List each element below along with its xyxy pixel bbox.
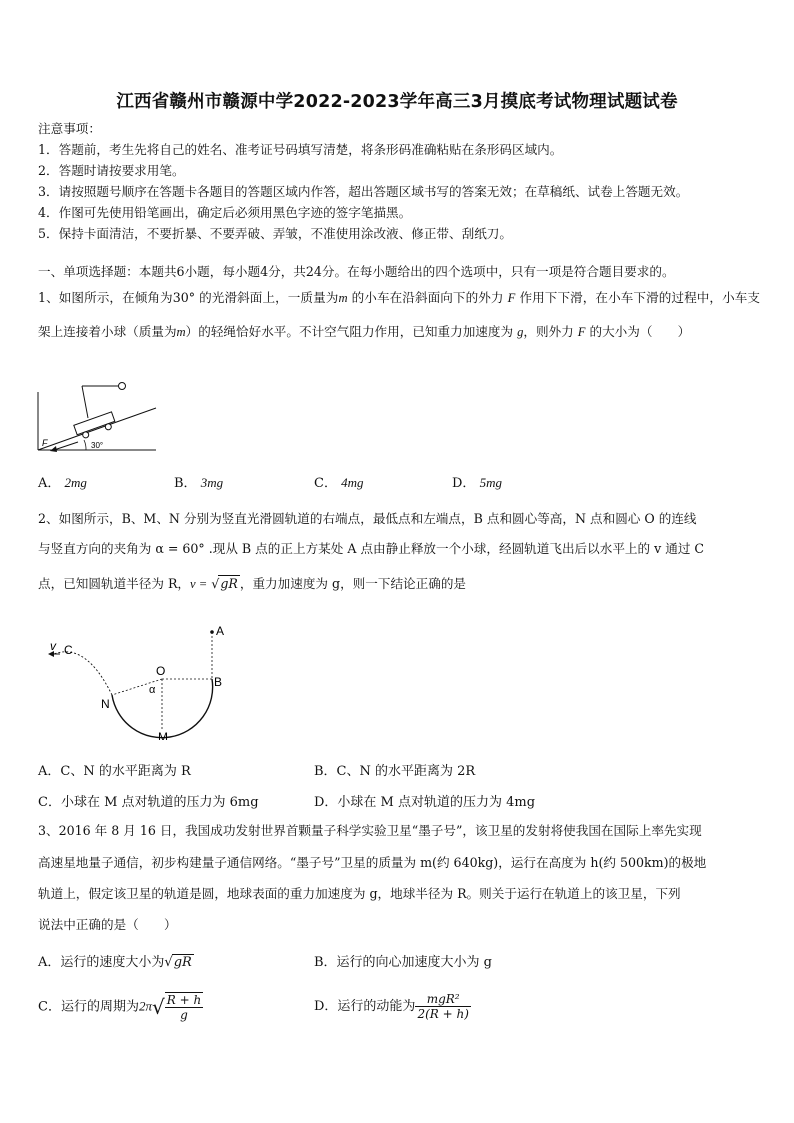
point-n-label: N — [101, 697, 110, 711]
question-3-line: 说法中正确的是（ ） — [38, 917, 177, 932]
option-b: B．运行的向心加速度大小为 g — [314, 955, 493, 970]
option-d: D．小球在 M 点对轨道的压力为 4mg — [314, 795, 536, 810]
notice-item: 3．请按照题号顺序在答题卡各题目的答题区域内作答，超出答题区域书写的答案无效；在草稿纸、试卷上答题无效。 — [38, 184, 689, 199]
incline-cart-figure — [36, 378, 164, 452]
angle-label: 30° — [91, 441, 104, 450]
section-heading: 一、单项选择题：本题共6小题，每小题4分，共24分。在每小题给出的四个选项中，只有一项是符合题目要求的。 — [38, 264, 675, 279]
option-b: B．C、N 的水平距离为 2R — [314, 764, 476, 779]
option-b: B． 3mg — [174, 475, 224, 491]
question-2-line: 与竖直方向的夹角为 α = 60° .现从 B 点的正上方某处 A 点由静止释放一个小球，经圆轨道飞出后以水平上的 v 通过 C — [38, 541, 705, 556]
option-a: A． 2mg — [38, 475, 87, 491]
option-d: D．运行的动能为 $\frac{\text{mgR²}}{2(R + h)}$ — [314, 992, 469, 1021]
question-3-line: 轨道上，假定该卫星的轨道是圆，地球表面的重力加速度为 g，地球半径为 R。则关于运行在轨道上的该卫星，下列 — [38, 886, 681, 901]
notice-heading: 注意事项： — [38, 121, 101, 136]
question-2-line: 2、如图所示，B、M、N 分别为竖直光滑圆轨道的右端点，最低点和左端点，B 点和圆心等高，N 点和圆心 O 的连线 — [38, 511, 697, 526]
question-2-line: 点，已知圆轨道半径为 R，v = √gR ，重力加速度为 g，则一下结论正确的是 — [38, 576, 467, 591]
option-a: A．运行的速度大小为√gR — [38, 955, 192, 970]
option-d: D． 5mg — [452, 475, 502, 491]
notice-item: 1．答题前，考生先将自己的姓名、准考证号码填写清楚，将条形码准确粘贴在条形码区域内。 — [38, 142, 563, 157]
point-c-label: C — [64, 643, 73, 657]
notice-item: 4．作图可先使用铅笔画出，确定后必须用黑色字迹的签字笔描黑。 — [38, 205, 412, 220]
option-c: C．小球在 M 点对轨道的压力为 6mg — [38, 795, 259, 810]
option-c: C．运行的周期为2π√ $\frac{R + h}{g}$ — [38, 993, 202, 1022]
point-m-label: M — [158, 730, 168, 740]
alpha-label: α — [149, 684, 156, 696]
option-a: A．C、N 的水平距离为 R — [38, 764, 191, 779]
notice-item: 5．保持卡面清洁，不要折暴、不要弄破、弄皱，不准使用涂改液、修正带、刮纸刀。 — [38, 226, 512, 241]
question-1-stem: 1、如图所示，在倾角为30° 的光滑斜面上，一质量为m 的小车在沿斜面向下的外力 F 作用下下滑，在小车下滑的过程中，小车支架上连接着小球（质量为m）的轻绳恰好水平。不计空气阻力作用，已知重力加速度为 g，则外力 F 的大小为（ ） — [38, 290, 760, 339]
point-b-label: B — [214, 675, 223, 689]
notice-item: 2．答题时请按要求用笔。 — [38, 163, 185, 178]
velocity-label: v — [50, 639, 56, 653]
page-title: 江西省赣州市赣源中学2022-2023学年高三3月摸底考试物理试题试卷 — [116, 92, 678, 112]
point-o-label: O — [156, 664, 166, 678]
question-3-line: 高速星地量子通信，初步构建量子通信网络。“墨子号”卫星的质量为 m(约 640kg)，运行在高度为 h(约 500km)的极地 — [38, 855, 707, 870]
question-3-line: 3、2016 年 8 月 16 日，我国成功发射世界首颗量子科学实验卫星“墨子号”，该卫星的发射将使我国在国际上率先实现 — [38, 823, 702, 838]
point-a-label: A — [216, 624, 225, 638]
option-c: C． 4mg — [314, 475, 364, 491]
circular-track-figure — [46, 620, 246, 740]
force-label: F — [42, 438, 48, 448]
